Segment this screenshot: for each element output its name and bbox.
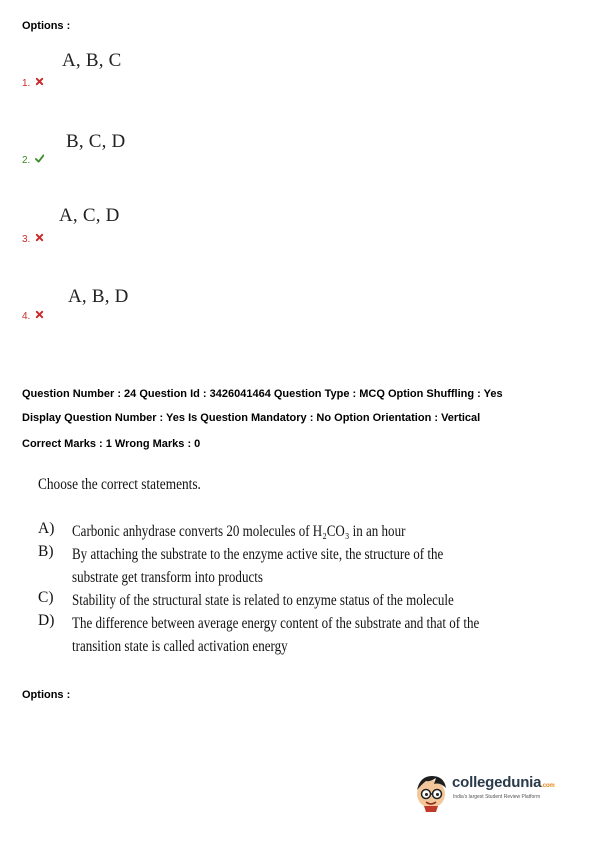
cross-icon — [35, 233, 44, 242]
option-2-number: 2. — [22, 155, 31, 166]
question-meta-line-1: Question Number : 24 Question Id : 3426041464 Question Type : MCQ Option Shuffling : Yes — [22, 388, 503, 400]
statement-c-line-1: Stability of the structural state is related to enzyme status of the molecule — [72, 592, 454, 609]
option-4-number: 4. — [22, 311, 31, 322]
statement-a-letter: A) — [38, 520, 55, 537]
cross-icon — [35, 77, 44, 86]
cross-icon — [35, 310, 44, 319]
question-prompt: Choose the correct statements. — [38, 476, 201, 493]
statement-a-line-1: Carbonic anhydrase converts 20 molecules of H₂CO₃ in an hour — [72, 523, 406, 540]
option-3-label — [22, 233, 44, 245]
question-body — [38, 476, 478, 676]
logo-name: collegedunia — [452, 774, 542, 791]
statement-b-letter: B) — [38, 543, 54, 560]
question-meta-line-3: Correct Marks : 1 Wrong Marks : 0 — [22, 438, 201, 450]
option-4-text: A, B, D — [68, 286, 129, 307]
check-icon — [35, 154, 44, 163]
statement-d-letter: D) — [38, 612, 55, 629]
options-heading-bottom: Options : — [22, 689, 71, 701]
logo-tagline: India's largest Student Review Platform — [453, 794, 541, 800]
option-1-label — [22, 77, 44, 89]
option-3-number: 3. — [22, 234, 31, 245]
mascot-icon — [414, 772, 450, 812]
statement-d-line-1: The difference between average energy content of the substrate and that of the — [72, 615, 480, 632]
collegedunia-logo — [414, 772, 564, 816]
question-meta-line-2: Display Question Number : Yes Is Question Mandatory : No Option Orientation : Vertical — [22, 412, 481, 424]
statement-b-line-1: By attaching the substrate to the enzyme active site, the structure of the — [72, 546, 444, 563]
logo-tld: .com — [541, 783, 555, 789]
statement-d-line-2: transition state is called activation energy — [72, 638, 288, 655]
option-2-text: B, C, D — [66, 131, 126, 152]
options-heading-top: Options : — [22, 20, 71, 32]
statement-b-line-2: substrate get transform into products — [72, 569, 263, 586]
statement-c-letter: C) — [38, 589, 54, 606]
option-1-number: 1. — [22, 78, 31, 89]
logo-wordmark — [452, 774, 555, 791]
option-4-label — [22, 310, 44, 322]
option-1-text: A, B, C — [62, 50, 122, 71]
option-3-text: A, C, D — [59, 205, 120, 226]
option-2-label — [22, 154, 44, 166]
